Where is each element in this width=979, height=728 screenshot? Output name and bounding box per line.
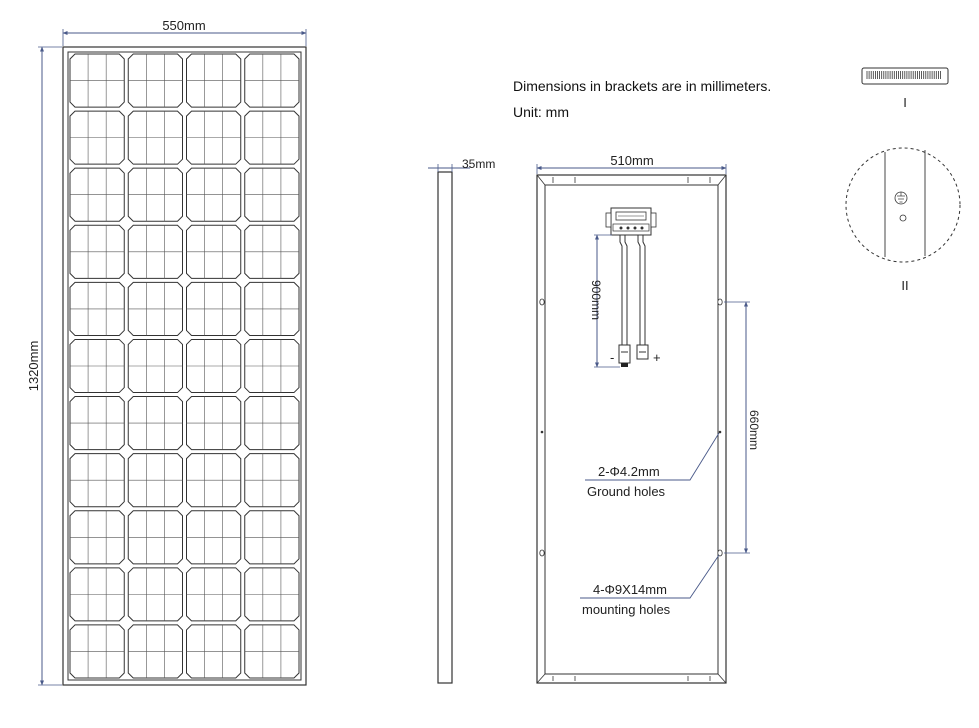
detail-1-label: I bbox=[903, 95, 907, 110]
detail-1 bbox=[862, 68, 948, 110]
cable-length-label: 900mm bbox=[589, 279, 603, 321]
hole-spacing-label: 660mm bbox=[747, 409, 761, 451]
side-thickness-label: 35mm bbox=[462, 157, 496, 171]
back-frame-inner bbox=[545, 185, 718, 674]
side-profile bbox=[438, 172, 452, 683]
detail-2 bbox=[846, 148, 960, 293]
mounting-holes-spec: 4-Φ9X14mm bbox=[593, 582, 667, 597]
cell-grid bbox=[70, 54, 299, 678]
front-width-label: 550mm bbox=[162, 18, 206, 33]
output-cables bbox=[619, 235, 648, 363]
mounting-holes-name: mounting holes bbox=[582, 602, 671, 617]
detail-2-circle bbox=[846, 148, 960, 262]
ground-holes-spec: 2-Φ4.2mm bbox=[598, 464, 660, 479]
front-view bbox=[26, 18, 306, 685]
front-height-label: 1320mm bbox=[26, 340, 41, 392]
junction-box bbox=[606, 208, 656, 235]
ground-holes-name: Ground holes bbox=[587, 484, 666, 499]
plus-terminal-label: + bbox=[653, 350, 661, 365]
minus-terminal-label: - bbox=[610, 350, 615, 365]
back-width-label: 510mm bbox=[610, 153, 654, 168]
back-view bbox=[537, 153, 761, 683]
detail-2-label: II bbox=[901, 278, 909, 293]
side-view bbox=[428, 157, 495, 683]
ground-holes bbox=[541, 431, 722, 434]
note-dimensions: Dimensions in brackets are in millimeters. bbox=[513, 78, 772, 94]
mounting-holes bbox=[540, 299, 722, 556]
note-unit: Unit: mm bbox=[513, 104, 569, 120]
